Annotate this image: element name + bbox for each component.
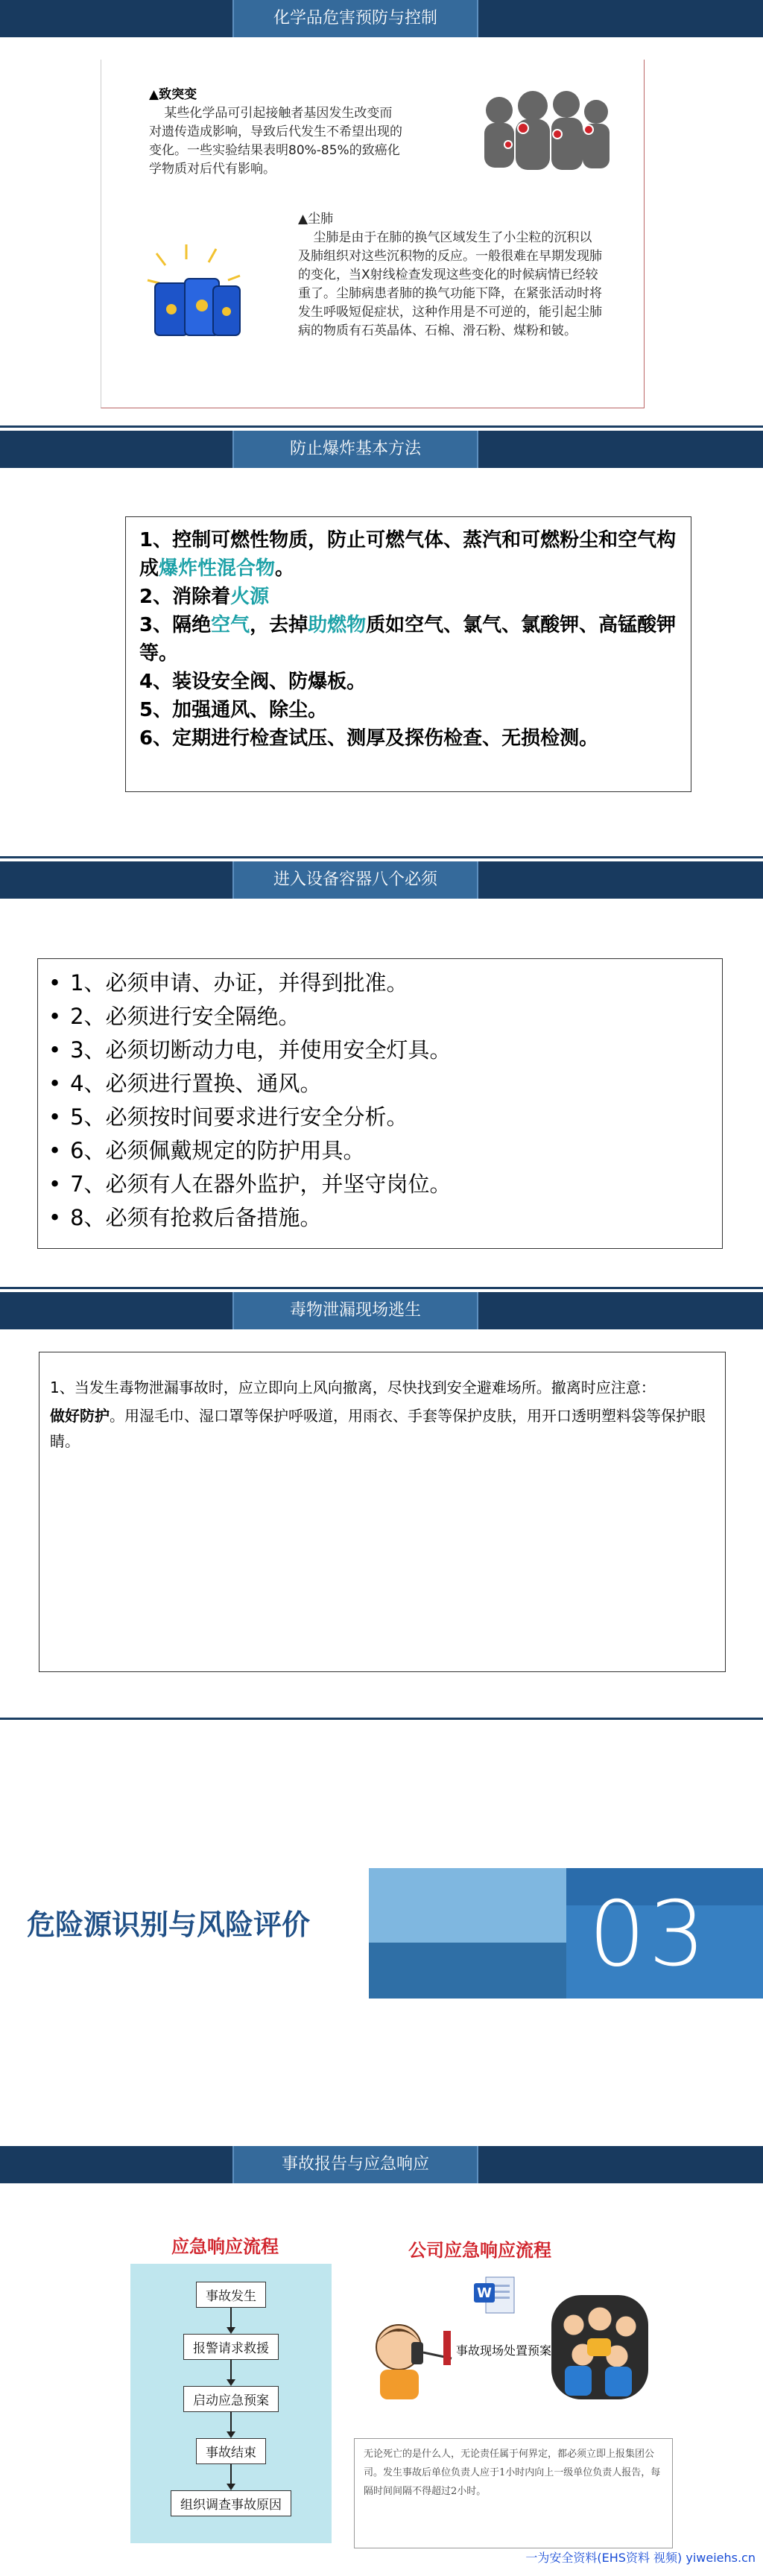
left-flow-title: 应急响应流程 — [171, 2236, 279, 2257]
rules-list — [48, 966, 712, 1235]
slide-explosion-prevention — [0, 431, 763, 858]
right-flow-title: 公司应急响应流程 — [408, 2240, 551, 2261]
list-item: • 2、必须进行安全隔绝。 — [48, 1000, 712, 1034]
pneumo-block — [298, 210, 604, 341]
slide-accident-report — [0, 2146, 763, 2576]
escape-para-2-bold: 做好防护 — [50, 1407, 110, 1425]
slide-section-divider — [0, 1723, 763, 2151]
crowd-children-icon — [551, 2295, 648, 2399]
flow-arrow — [230, 2359, 232, 2384]
flow-arrow — [230, 2463, 232, 2489]
list-item: • 7、必须有人在器外监护，并坚守岗位。 — [48, 1168, 712, 1201]
list-item: • 3、必须切断动力电，并使用安全灯具。 — [48, 1034, 712, 1067]
flow-panel — [130, 2264, 332, 2543]
slide-header — [0, 0, 763, 37]
list-item: • 5、必须按时间要求进行安全分析。 — [48, 1101, 712, 1134]
section-title: 危险源识别与风险评价 — [27, 1908, 311, 1941]
mutation-text: 某些化学品可引起接触者基因发生改变而对遗传造成影响，导致后代发生不希望出现的变化。一些实验结果表明80%-85%的致癌化学物质对后代有影响。 — [149, 106, 402, 177]
slide-toxic-leak-escape — [0, 1292, 763, 1720]
rules-box — [37, 958, 723, 1249]
flow-arrow — [230, 2411, 232, 2437]
svg-text:W: W — [477, 2285, 492, 2301]
flow-step-2: 报警请求救援 — [183, 2334, 279, 2360]
word-document-icon — [471, 2273, 519, 2317]
escape-para-2 — [50, 1403, 715, 1454]
list-item: • 1、必须申请、办证，并得到批准。 — [48, 966, 712, 1000]
slide-title: 化学品危害预防与控制 — [232, 0, 478, 37]
list-item: • 6、必须佩戴规定的防护用具。 — [48, 1134, 712, 1168]
pneumo-text: 尘肺是由于在肺的换气区域发生了小尘粒的沉积以及肺组织对这些沉积物的反应。一般很难在早期发现肺的变化，当X射线检查发现这些变化的时候病情已经较重了。尘肺病患者肺的换气功能下降，在紧张活动时将发生呼吸短促症状，这种作用是不可逆的，能引起尘肺病的物质有石英晶体、石棉、滑石粉、煤粉和铍。 — [298, 230, 602, 338]
notice-box — [354, 2438, 673, 2548]
section-number: 03 — [589, 1883, 709, 1987]
method-list-box — [125, 516, 691, 792]
flow-arrow — [230, 2307, 232, 2332]
mutation-block — [149, 86, 402, 179]
notice-text: 无论死亡的是什么人，无论责任属于何界定，都必须立即上报集团公司。发生事故后单位负责人应于1小时内向上一级单位负责人报告，每隔时间间隔不得超过2小时。 — [364, 2449, 661, 2497]
divider-band-dark — [369, 1943, 570, 1999]
crowd-illustration-icon — [469, 82, 618, 171]
slide-vessel-entry-rules — [0, 861, 763, 1289]
slide-title: 进入设备容器八个必须 — [232, 861, 478, 899]
slide-title: 防止爆炸基本方法 — [232, 431, 478, 468]
slide-title: 事故报告与应急响应 — [232, 2146, 478, 2183]
slide-title: 毒物泄漏现场逃生 — [232, 1292, 478, 1329]
scene-plan-label: 事故现场处置预案 — [456, 2341, 551, 2358]
flow-step-3: 启动应急预案 — [183, 2386, 279, 2412]
method-item-4: 4、装设安全阀、防爆板。 — [139, 671, 367, 693]
caller-illustration-icon — [365, 2314, 455, 2403]
flow-step-4: 事故结束 — [196, 2438, 266, 2464]
slide-header — [0, 431, 763, 468]
method-item-3: 3、隔绝空气，去掉助燃物质如空气、氯气、氯酸钾、高锰酸钾等。 — [139, 614, 677, 665]
mutation-title: ▲致突变 — [149, 87, 197, 102]
method-item-5: 5、加强通风、除尘。 — [139, 699, 328, 721]
slide-header — [0, 861, 763, 899]
method-item-2: 2、消除着火源 — [139, 586, 270, 608]
slide-header — [0, 2146, 763, 2183]
slide-chemical-hazards — [0, 0, 763, 428]
escape-text-box — [39, 1352, 726, 1672]
escape-para-2-rest: 。用湿毛巾、湿口罩等保护呼吸道，用雨衣、手套等保护皮肤，用开口透明塑料袋等保护眼睛。 — [50, 1407, 706, 1450]
toxic-barrels-icon — [142, 238, 246, 343]
slide-header — [0, 1292, 763, 1329]
phone-device — [443, 2331, 451, 2365]
escape-para-1: 1、当发生毒物泄漏事故时，应立即向上风向撤离，尽快找到安全避难场所。撤离时应注意： — [50, 1379, 656, 1396]
flow-step-1: 事故发生 — [196, 2282, 266, 2308]
method-item-6: 6、定期进行检查试压、测厚及探伤检查、无损检测。 — [139, 727, 599, 750]
watermark-link[interactable]: 一为安全资料(EHS资料 视频) yiweiehs.cn — [525, 2551, 756, 2565]
pneumo-title: ▲尘肺 — [298, 212, 334, 227]
list-item: • 4、必须进行置换、通风。 — [48, 1067, 712, 1101]
flow-step-5: 组织调查事故原因 — [171, 2490, 291, 2516]
method-item-1: 1、控制可燃性物质，防止可燃气体、蒸汽和可燃粉尘和空气构成爆炸性混合物。 — [139, 529, 677, 580]
list-item: • 8、必须有抢救后备措施。 — [48, 1201, 712, 1235]
